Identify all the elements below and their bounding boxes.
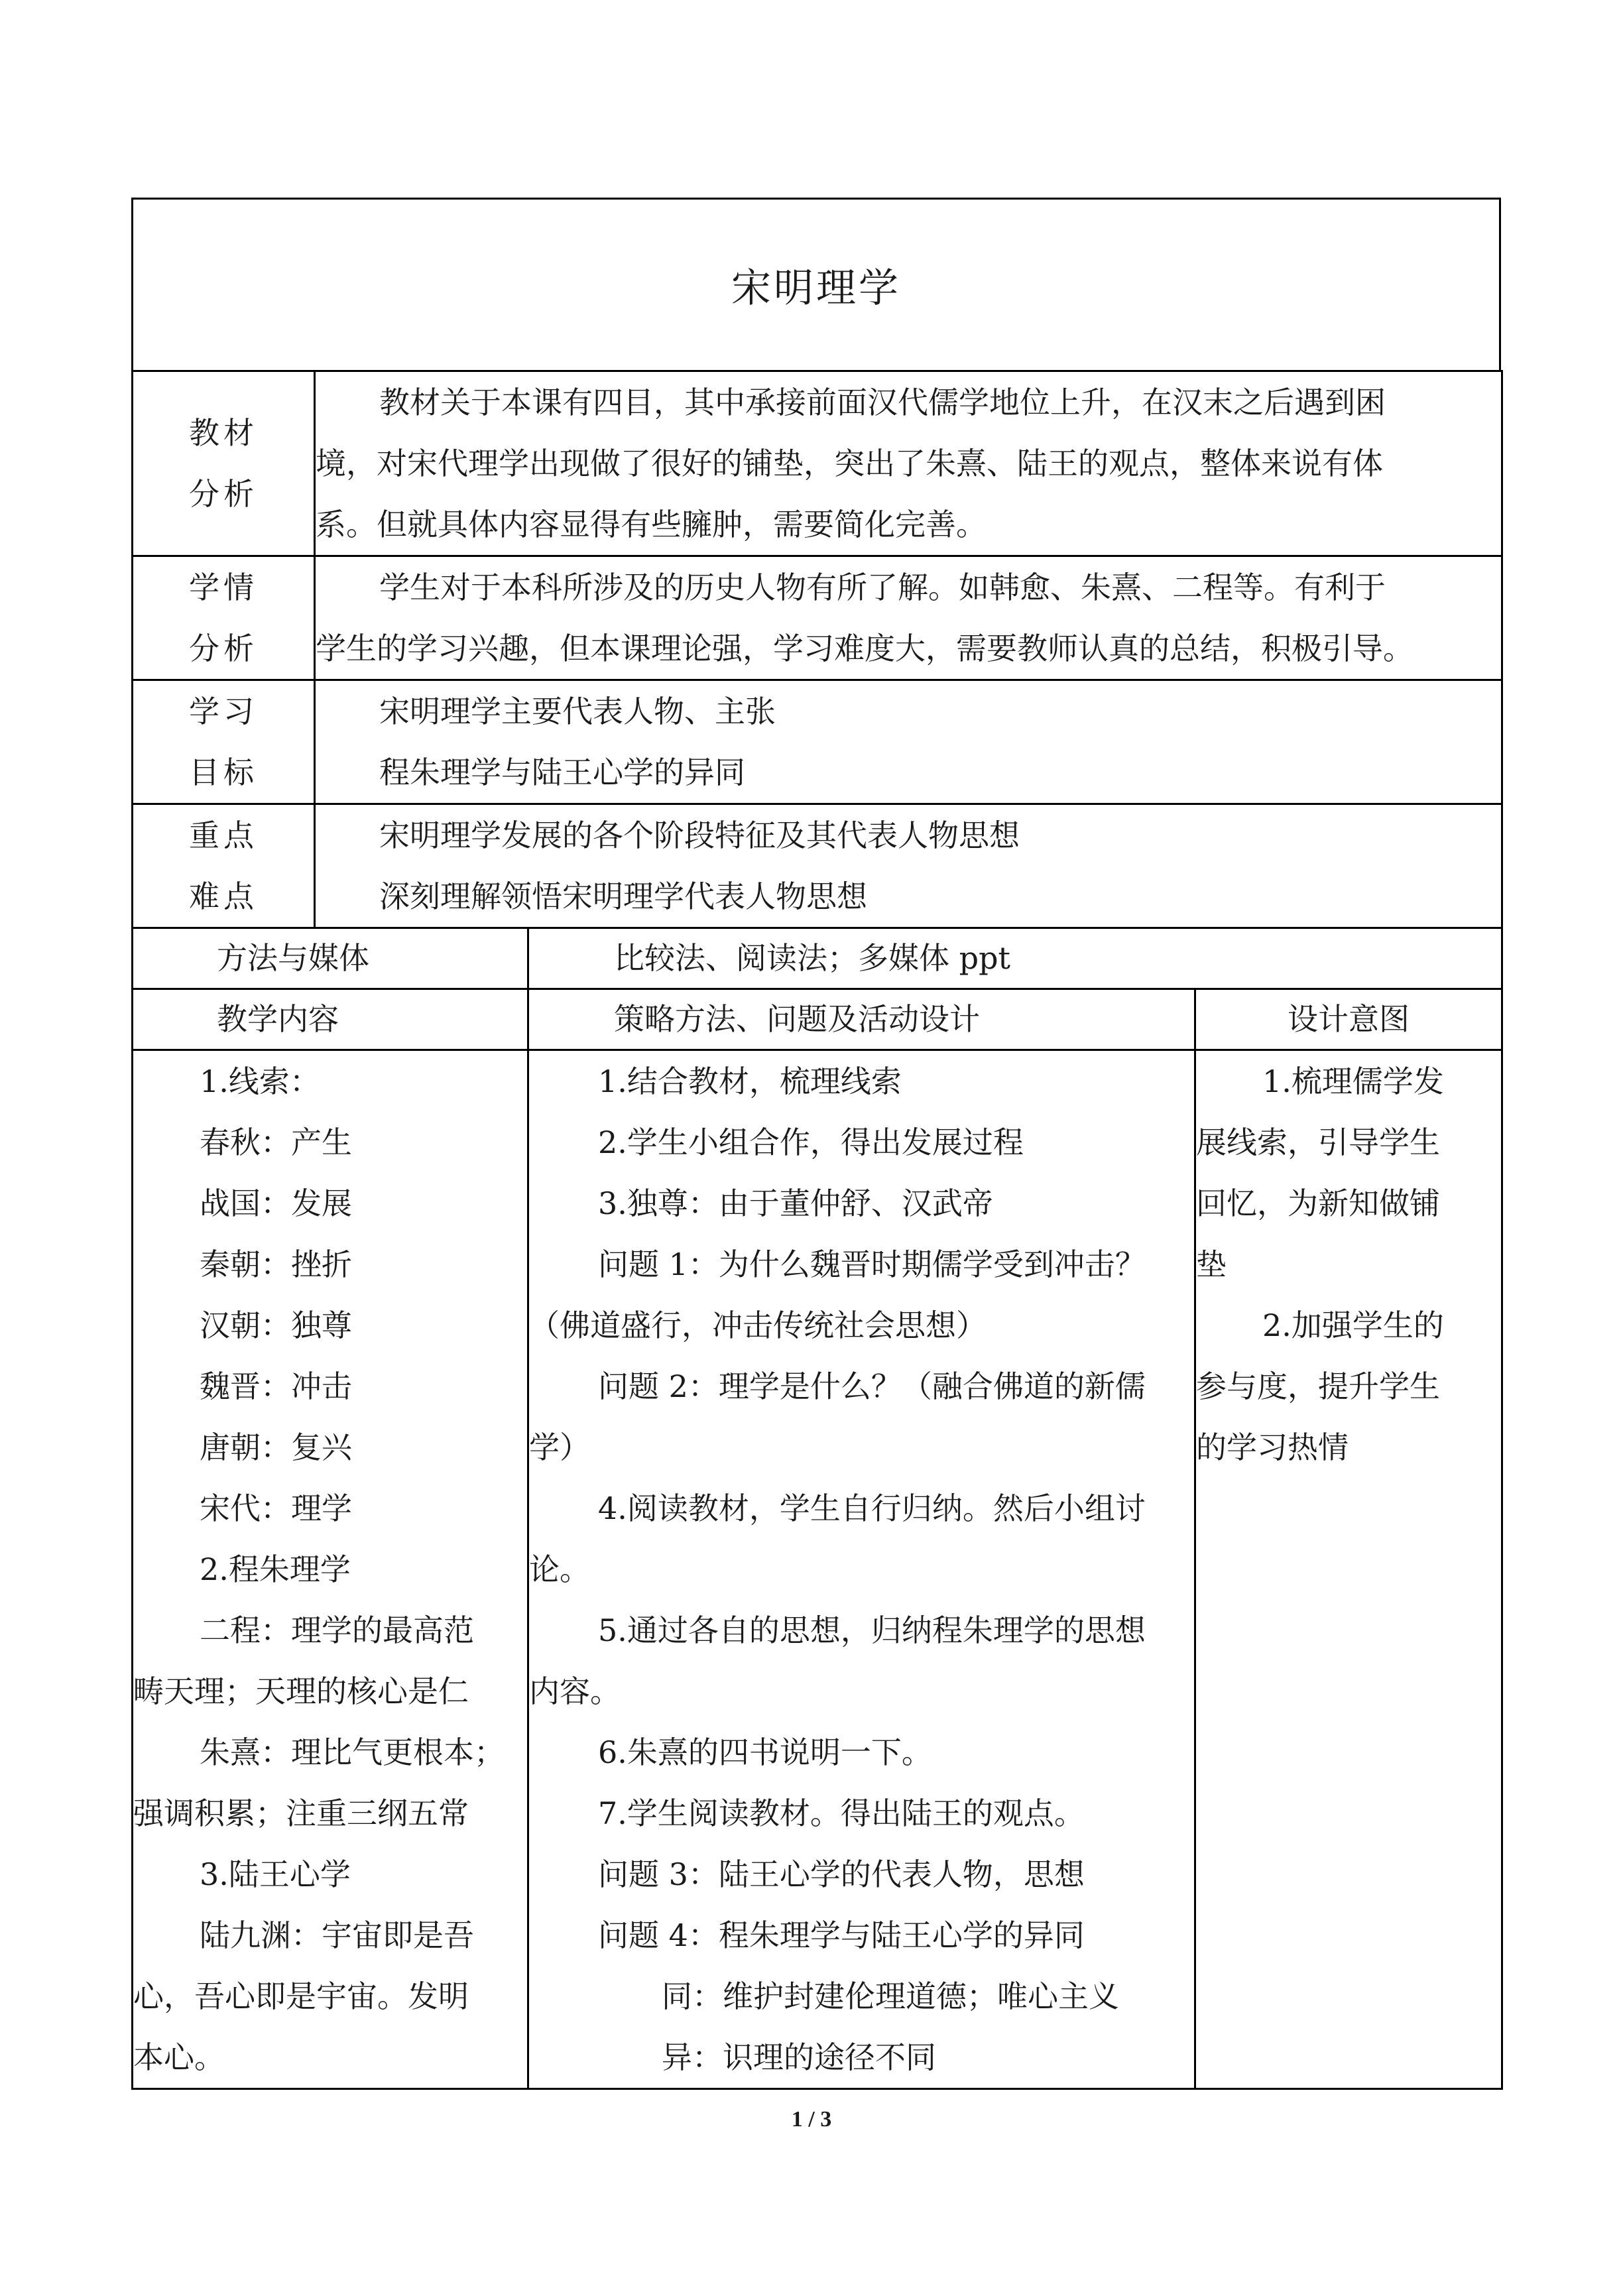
list-item: 战国：发展 <box>200 1185 352 1221</box>
label-learning-goals: 学习 目标 <box>133 680 315 804</box>
list-item: 2.程朱理学 <box>200 1551 351 1587</box>
list-item: 1.线索： <box>200 1063 320 1099</box>
header-design-intent: 设计意图 <box>1195 989 1502 1050</box>
list-item: 本心。 <box>133 2039 225 2075</box>
list-item: 汉朝：独尊 <box>200 1307 352 1343</box>
row-column-headers <box>133 989 1502 1050</box>
list-item: 参与度，提升学生 <box>1196 1368 1440 1404</box>
list-item: 展线索，引导学生 <box>1196 1124 1440 1160</box>
text-student-analysis: 学生对于本科所涉及的历史人物有所了解。如韩愈、朱熹、二程等。有利于 学生的学习兴趣，但本课理论强，学习难度大，需要教师认真的总结，积极引导。 <box>315 556 1502 680</box>
list-item: 问题 2：理学是什么？（融合佛道的新儒 <box>598 1368 1146 1404</box>
list-item: 畴天理；天理的核心是仁 <box>133 1673 469 1709</box>
list-item: 魏晋：冲击 <box>200 1368 352 1404</box>
list-item: 回忆，为新知做铺 <box>1196 1185 1440 1221</box>
list-item: 问题 4：程朱理学与陆王心学的异同 <box>598 1917 1085 1953</box>
list-item: 唐朝：复兴 <box>200 1429 352 1465</box>
list-item: 1.梳理儒学发 <box>1262 1063 1444 1099</box>
list-item: 问题 3：陆王心学的代表人物，思想 <box>598 1856 1085 1892</box>
text-key-difficult-points: 宋明理学发展的各个阶段特征及其代表人物思想 深刻理解领悟宋明理学代表人物思想 <box>315 804 1502 928</box>
page-number: 1 / 3 <box>791 2107 832 2132</box>
list-item: 2.加强学生的 <box>1262 1307 1444 1343</box>
list-item: 朱熹：理比气更根本； <box>200 1734 505 1770</box>
list-item: 6.朱熹的四书说明一下。 <box>598 1734 932 1770</box>
list-item: 4.阅读教材，学生自行归纳。然后小组讨 <box>598 1490 1146 1526</box>
list-item: 的学习热情 <box>1196 1429 1349 1465</box>
row-textbook-analysis <box>133 371 1502 556</box>
list-item: 陆九渊：宇宙即是吾 <box>200 1917 474 1953</box>
list-item: 强调积累；注重三纲五常 <box>133 1795 469 1831</box>
label-textbook-analysis: 教材 分析 <box>133 371 315 556</box>
document-title: 宋明理学 <box>131 198 1501 370</box>
strategy-cell <box>528 1050 1195 2089</box>
text-learning-goals: 宋明理学主要代表人物、主张 程朱理学与陆王心学的异同 <box>315 680 1502 804</box>
label-key-difficult-points: 重点 难点 <box>133 804 315 928</box>
label-method-media: 方法与媒体 <box>133 928 528 989</box>
list-item: 学） <box>529 1429 590 1465</box>
text-method-media: 比较法、阅读法；多媒体 ppt <box>528 928 1502 989</box>
row-learning-goals <box>133 680 1502 804</box>
header-strategy: 策略方法、问题及活动设计 <box>528 989 1195 1050</box>
list-item: 1.结合教材，梳理线索 <box>598 1063 902 1099</box>
list-item: 3.独尊：由于董仲舒、汉武帝 <box>598 1185 993 1221</box>
list-item: 同：维护封建伦理道德；唯心主义 <box>662 1978 1119 2014</box>
row-teaching-body <box>133 1050 1502 2089</box>
list-item: 二程：理学的最高范 <box>200 1612 474 1648</box>
row-key-difficult-points <box>133 804 1502 928</box>
header-teaching-content: 教学内容 <box>133 989 528 1050</box>
list-item: 论。 <box>529 1551 590 1587</box>
list-item: 问题 1：为什么魏晋时期儒学受到冲击？ <box>598 1246 1146 1282</box>
design-intent-cell <box>1195 1050 1502 2089</box>
list-item: 3.陆王心学 <box>200 1856 351 1892</box>
list-item: 宋代：理学 <box>200 1490 352 1526</box>
teaching-content-cell <box>133 1050 528 2089</box>
list-item: 秦朝：挫折 <box>200 1246 352 1282</box>
list-item: 垫 <box>1196 1246 1227 1282</box>
row-method-media <box>133 928 1502 989</box>
list-item: 春秋：产生 <box>200 1124 352 1160</box>
list-item: （佛道盛行，冲击传统社会思想） <box>529 1307 987 1343</box>
list-item: 2.学生小组合作，得出发展过程 <box>598 1124 1024 1160</box>
list-item: 心，吾心即是宇宙。发明 <box>133 1978 469 2014</box>
lesson-plan-table <box>131 370 1503 2090</box>
text-textbook-analysis: 教材关于本课有四目，其中承接前面汉代儒学地位上升，在汉末之后遇到困 境，对宋代理学出现做了很好的铺垫，突出了朱熹、陆王的观点，整体来说有体 系。但就具体内容显得有些臃肿，需要简化完善。 <box>315 371 1502 556</box>
list-item: 内容。 <box>529 1673 621 1709</box>
list-item: 异：识理的途径不同 <box>662 2039 936 2075</box>
label-student-analysis: 学情 分析 <box>133 556 315 680</box>
list-item: 5.通过各自的思想，归纳程朱理学的思想 <box>598 1612 1146 1648</box>
list-item: 7.学生阅读教材。得出陆王的观点。 <box>598 1795 1085 1831</box>
row-student-analysis <box>133 556 1502 680</box>
